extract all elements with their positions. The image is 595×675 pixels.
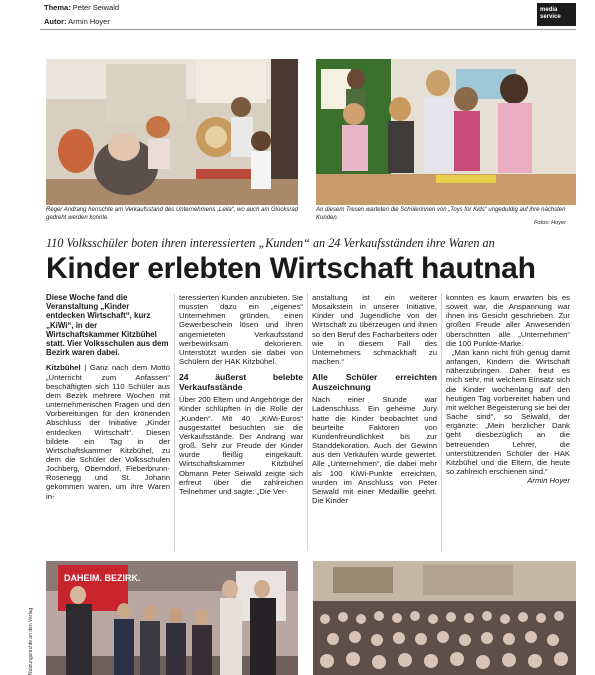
caption-top-right: An diesem Tresen warteten die Schülerinnen von „Toys for Kids“ ungeduldig auf ihre nächsten Kunden. bbox=[316, 207, 566, 221]
sign-text: DAHEIM. BEZIRK. bbox=[64, 573, 141, 583]
photo-bottom-right bbox=[313, 561, 576, 675]
article-paragraph-3: Über 200 Eltern und Angehörige der Kinder schlüpften in die Rolle der „Kunden“. Mit 40 „KiWi-Euros“ ausgestattet besuchten sie die Verkaufsstände. Der Andrang war groß. Sehr zur Freude der Kinder wurde fleißig eingekauft. Wirtschaftskammer Kitzbühel Obmann Peter Seiwald zeigte sich erfreut über die zahlreichen Teilnehmer und sagte: „Die Ver- bbox=[179, 395, 303, 496]
meta-thema bbox=[44, 3, 119, 12]
usage-rights-note bbox=[27, 562, 37, 675]
column-divider bbox=[307, 293, 308, 551]
article-column-1 bbox=[46, 293, 170, 501]
article-place: Kitzbühel bbox=[46, 363, 81, 373]
photo-market-stand-leila bbox=[46, 59, 298, 205]
article-subheading-2: Alle Schüler erreichten Auszeichnung bbox=[312, 372, 437, 393]
article-paragraph-7: „Man kann nicht früh genug damit anfangen, Kindern die Wirtschaft näherzubringen. Daher freut es mich sehr, mit welchem Einsatz sich die Kinder wochenlang auf den heutigen Tag vorbereitet haben und mit welcher Begeisterung sie bei der Sache sind“, so Seiwald, der ergänzte: „Mein herzlicher Dank geht diesbezüglich an die betreuenden Lehrer, die unterstützenden Schüler der HAK Kitzbühel und die Eltern, die heute so zahlreich erschienen sind.“ bbox=[446, 347, 570, 476]
photo-bottom-left bbox=[46, 561, 298, 675]
header-rule bbox=[40, 29, 576, 30]
badge-line-1: media bbox=[540, 7, 558, 13]
article-paragraph-4: anstaltung ist ein weiterer Mosaikstein in unserer Initiative, Kinder und Jugendliche von der Wirtschaft zu überzeugen und ihnen so den Beruf des Facharbeiters oder wie in diesem Fall des Unternehmers schmackhaft zu machen.“ bbox=[312, 293, 437, 367]
meta-autor-value: Armin Hoyer bbox=[68, 17, 110, 26]
article-paragraph-6: konnten es kaum erwarten bis es soweit war, die Anspannung war ihnen ins Gesicht geschrieben. Zur großen Freude aller Anwesenden überschritten alle „Unternehmen“ die 100 Punkte-Marke. bbox=[446, 293, 570, 348]
article-column-3 bbox=[312, 293, 437, 505]
article-paragraph-1 bbox=[46, 363, 170, 500]
photo-medal-ceremony bbox=[46, 561, 298, 675]
article-signature: Armin Hoyer bbox=[527, 476, 570, 486]
headline: Kinder erlebten Wirtschaft hautnah bbox=[46, 252, 536, 285]
meta-thema-value: Peter Seiwald bbox=[72, 3, 120, 12]
badge-line-2: service bbox=[540, 14, 561, 20]
kicker: 110 Volksschüler boten ihren interessierten „Kunden“ an 24 Verkaufsständen ihre Waren an bbox=[46, 236, 495, 250]
article-paragraph-2: teressierten Kunden anzubieten. Sie mussten dazu ein „eigenes“ Unternehmen gründen, einen Gewerbeschein lösen und ihren angemieteten Verkaufsstand werbewirksam dekorieren. Unterstützt wurden sie dabei von Schülern der HAK Kitzbühel. bbox=[179, 293, 303, 367]
usage-rights-text: Nutzungsrechte an den Verlag bbox=[28, 607, 34, 675]
media-service-badge bbox=[537, 3, 576, 26]
caption-top-left: Reger Andrang herrschte am Verkaufsstand des Unternehmens „Leila“, wo auch am Glücksrad gedreht werden konnte. bbox=[46, 207, 299, 221]
article-paragraph-5: Nach einer Stunde war Ladenschluss. Ein geheime Jury hatte die Kinder beobachtet und beurteilte Faktoren von Kundenfreundlichkeit bis zur Standdekoration. Auch der Gewinn aus den Verkäufen wurde gewertet. Alle „Unternehmen“, die dabei mehr als 100 KiWi-Punkte erreichten, wurden im Anschluss von Peter Seiwald mit einer Medaillie geehrt. Die Kinder bbox=[312, 395, 437, 505]
photo-top-left bbox=[46, 59, 298, 205]
meta-autor-label: Autor: bbox=[44, 17, 67, 26]
article-column-2 bbox=[179, 293, 303, 496]
photo-credit: Fotos: Hoyer bbox=[534, 220, 567, 226]
photo-audience-hall bbox=[313, 561, 576, 675]
photo-top-right bbox=[316, 59, 576, 205]
article-lead: Diese Woche fand die Veranstaltung „Kinder entdecken Wirtschaft“, kurz „KiWi“, in der Wirtschaftskammer Kitzbühel statt. Vier Volksschulen aus dem Bezirk waren dabei. bbox=[46, 293, 169, 358]
photo-toys-for-kids-stand bbox=[316, 59, 576, 205]
article-column-4 bbox=[446, 293, 570, 485]
article-subheading-1: 24 äußerst belebte Verkaufsstände bbox=[179, 372, 303, 393]
meta-thema-label: Thema: bbox=[44, 3, 71, 12]
column-divider bbox=[441, 293, 442, 551]
article-paragraph-1-text: | Ganz nach dem Motto „Unterricht zum Anfassen“ beschäftigten sich 110 Schüler aus dem Bezirk mehrere Wochen mit unternehmerischen Fragen und den Vorbereitungen für den krönenden Abschluss der Initiative „Kinder entdecken Wirtschaft“. Diesen bildete ein Tag in der Wirtschaftskammer Kitzbühel, zu dem die Schüler der Volksschulen Jochberg, Oberndorf, Fieberbrunn-Rosenegg und St. Johann gekommen waren, um ihre Waren in- bbox=[46, 363, 170, 501]
column-divider bbox=[174, 293, 175, 551]
meta-autor bbox=[44, 17, 110, 26]
